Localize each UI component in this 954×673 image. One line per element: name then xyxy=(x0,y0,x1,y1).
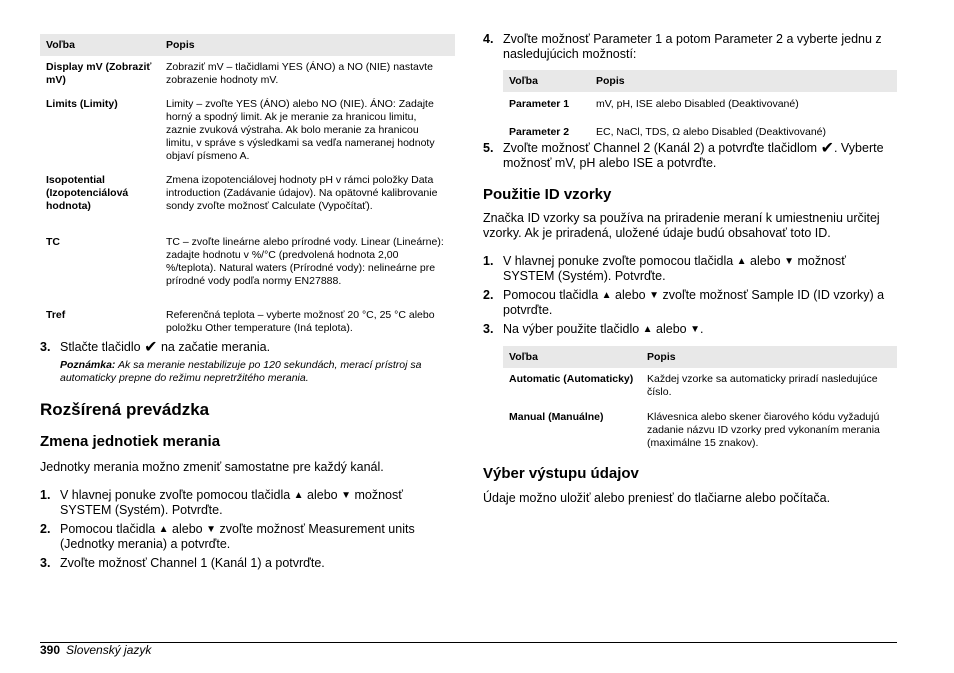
column-header-option: Voľba xyxy=(40,34,160,56)
table-row xyxy=(40,56,455,93)
table-row xyxy=(503,92,897,121)
units-step-1 xyxy=(40,488,440,518)
step-text: alebo xyxy=(746,254,785,268)
down-arrow-icon: ▼ xyxy=(341,490,351,501)
up-arrow-icon: ▲ xyxy=(293,490,304,501)
sample-intro: Značka ID vzorky sa používa na priradenie meraní k umiestneniu určitej vzorky. Ak je priradená, uložené údaje budú obsahovať toto ID. xyxy=(483,211,880,240)
step-number: 4. xyxy=(483,32,494,46)
step-number: 3. xyxy=(40,556,51,570)
step-text: Pomocou tlačidla xyxy=(60,522,159,536)
table-row xyxy=(40,304,455,341)
units-step-3 xyxy=(40,556,440,571)
step-number: 1. xyxy=(483,254,494,268)
option-name: Parameter 1 xyxy=(509,98,570,110)
up-arrow-icon: ▲ xyxy=(601,290,612,301)
sample-step-1 xyxy=(483,254,883,284)
option-description: Každej vzorke sa automaticky priradí nasledujúce číslo. xyxy=(647,373,878,398)
step-text: možnosť SYSTEM (Systém). Potvrďte. xyxy=(503,254,846,283)
step-text: Stlačte tlačidlo xyxy=(60,340,141,354)
sample-id-table xyxy=(503,346,897,456)
step-text: Na výber použite tlačidlo xyxy=(503,322,643,336)
checkmark-icon: ✔ xyxy=(820,140,834,157)
table-header-row xyxy=(503,70,897,92)
note xyxy=(60,359,460,385)
footer-divider xyxy=(40,642,897,643)
step-number: 5. xyxy=(483,141,494,155)
option-name: Tref xyxy=(46,309,66,321)
option-name: Parameter 2 xyxy=(509,126,570,138)
step-text: V hlavnej ponuke zvoľte pomocou tlačidla xyxy=(60,488,294,502)
step-start-measurement xyxy=(40,340,455,355)
step-text: alebo xyxy=(652,322,691,336)
step-text: . xyxy=(700,322,704,336)
column-header-option: Voľba xyxy=(503,70,590,92)
step-text: Zvoľte možnosť Parameter 1 a potom Parameter 2 a vyberte jednu z nasledujúcich možností: xyxy=(503,32,882,61)
units-step-2 xyxy=(40,522,440,552)
step-text: alebo xyxy=(168,522,207,536)
sample-step-3 xyxy=(483,322,897,337)
step-text: alebo xyxy=(303,488,342,502)
step-number: 3. xyxy=(483,322,494,336)
option-description: mV, pH, ISE alebo Disabled (Deaktivované) xyxy=(596,98,799,110)
table-row xyxy=(40,169,455,231)
step-text: Zvoľte možnosť Channel 2 (Kanál 2) a potvrďte tlačidlom xyxy=(503,141,821,155)
step-text: na začatie merania. xyxy=(157,340,271,354)
option-description: Referenčná teplota – vyberte možnosť 20 °C, 25 °C alebo položku Other temperature (Iná teplota). xyxy=(166,309,435,334)
page-number: 390 xyxy=(40,643,61,657)
option-description: EC, NaCl, TDS, Ω alebo Disabled (Deaktivované) xyxy=(596,126,827,138)
option-name: Display mV (Zobraziť mV) xyxy=(46,61,152,86)
down-arrow-icon: ▼ xyxy=(690,324,700,335)
up-arrow-icon: ▲ xyxy=(158,524,169,535)
down-arrow-icon: ▼ xyxy=(206,524,217,535)
column-header-description: Popis xyxy=(641,346,897,368)
sample-step-2 xyxy=(483,288,897,318)
step-number: 2. xyxy=(483,288,494,302)
note-label: Poznámka: xyxy=(60,359,116,371)
table-row xyxy=(503,368,897,406)
option-description: TC – zvoľte lineárne alebo prírodné vody. Linear (Lineárne): zadajte hodnotu v %/°C (predvolená hodnota 2,00 %/teplota). Natural waters (Prírodné vody): nelineárne pre prírodné vody podľa normy EN27888. xyxy=(166,236,444,287)
up-arrow-icon: ▲ xyxy=(736,256,747,267)
column-header-option: Voľba xyxy=(503,346,641,368)
down-arrow-icon: ▼ xyxy=(784,256,794,267)
table-row xyxy=(40,93,455,169)
option-description: Zobraziť mV – tlačidlami YES (ÁNO) a NO (NIE) nastavte zobrazenie hodnoty mV. xyxy=(166,61,433,86)
step-text: zvoľte možnosť Sample ID (ID vzorky) a potvrďte. xyxy=(503,288,885,317)
up-arrow-icon: ▲ xyxy=(642,324,653,335)
subsection-title-units: Zmena jednotiek merania xyxy=(40,433,221,450)
output-intro: Údaje možno uložiť alebo preniesť do tlačiarne alebo počítača. xyxy=(483,491,831,505)
parameter-step-5 xyxy=(483,141,897,171)
step-text: Zvoľte možnosť Channel 1 (Kanál 1) a potvrďte. xyxy=(60,556,325,570)
step-number: 1. xyxy=(40,488,51,502)
section-title: Rozšírená prevádzka xyxy=(40,400,210,419)
option-description: Klávesnica alebo skener čiarového kódu vyžadujú zadanie názvu ID vzorky pred vykonaním merania (maximálne 15 znakov). xyxy=(647,411,880,449)
column-header-description: Popis xyxy=(590,70,897,92)
page-footer xyxy=(40,643,151,657)
option-description: Zmena izopotenciálovej hodnoty pH v rámci položky Data introduction (Zadávanie údajov). Na opätovné kalibrovanie sondy zvoľte možnosť Calculate (Vypočítať). xyxy=(166,174,438,212)
parameter-step-4 xyxy=(483,32,897,62)
footer-language: Slovenský jazyk xyxy=(66,643,152,657)
step-text: možnosť SYSTEM (Systém). Potvrďte. xyxy=(60,488,403,517)
table-row xyxy=(40,231,455,304)
option-name: Automatic (Automaticky) xyxy=(509,373,634,385)
column-header-description: Popis xyxy=(160,34,455,56)
step-text: zvoľte možnosť Measurement units (Jednotky merania) a potvrďte. xyxy=(60,522,415,551)
option-name: Limits (Limity) xyxy=(46,98,118,110)
option-name: TC xyxy=(46,236,60,248)
option-name: Manual (Manuálne) xyxy=(509,411,604,423)
step-text: alebo xyxy=(611,288,650,302)
units-intro: Jednotky merania možno zmeniť samostatne pre každý kanál. xyxy=(40,460,384,474)
parameter-table xyxy=(503,70,897,145)
step-text: V hlavnej ponuke zvoľte pomocou tlačidla xyxy=(503,254,737,268)
options-table xyxy=(40,34,455,341)
note-text: Ak sa meranie nestabilizuje po 120 sekundách, merací prístroj sa automaticky prepne do režimu nepretržitého merania. xyxy=(60,359,422,384)
step-number: 3. xyxy=(40,340,51,354)
checkmark-icon: ✔ xyxy=(144,339,158,356)
subsection-title-output: Výber výstupu údajov xyxy=(483,465,639,482)
step-text: Pomocou tlačidla xyxy=(503,288,602,302)
table-row xyxy=(503,406,897,456)
step-number: 2. xyxy=(40,522,51,536)
step-text: . Vyberte možnosť mV, pH alebo ISE a potvrďte. xyxy=(503,141,884,170)
down-arrow-icon: ▼ xyxy=(649,290,660,301)
table-header-row xyxy=(40,34,455,56)
table-header-row xyxy=(503,346,897,368)
option-description: Limity – zvoľte YES (ÁNO) alebo NO (NIE). ÁNO: Zadajte horný a spodný limit. Ak je meranie za hranicou limitu, zaznie zvuková výstraha. Ak bolo meranie za hranicou limitu, v správe s výsledkami sa vedľa nameranej hodnoty objaví písmeno A. xyxy=(166,98,435,162)
option-name: Isopotential (Izopotenciálová hodnota) xyxy=(46,174,129,212)
subsection-title-sample-id: Použitie ID vzorky xyxy=(483,186,612,203)
